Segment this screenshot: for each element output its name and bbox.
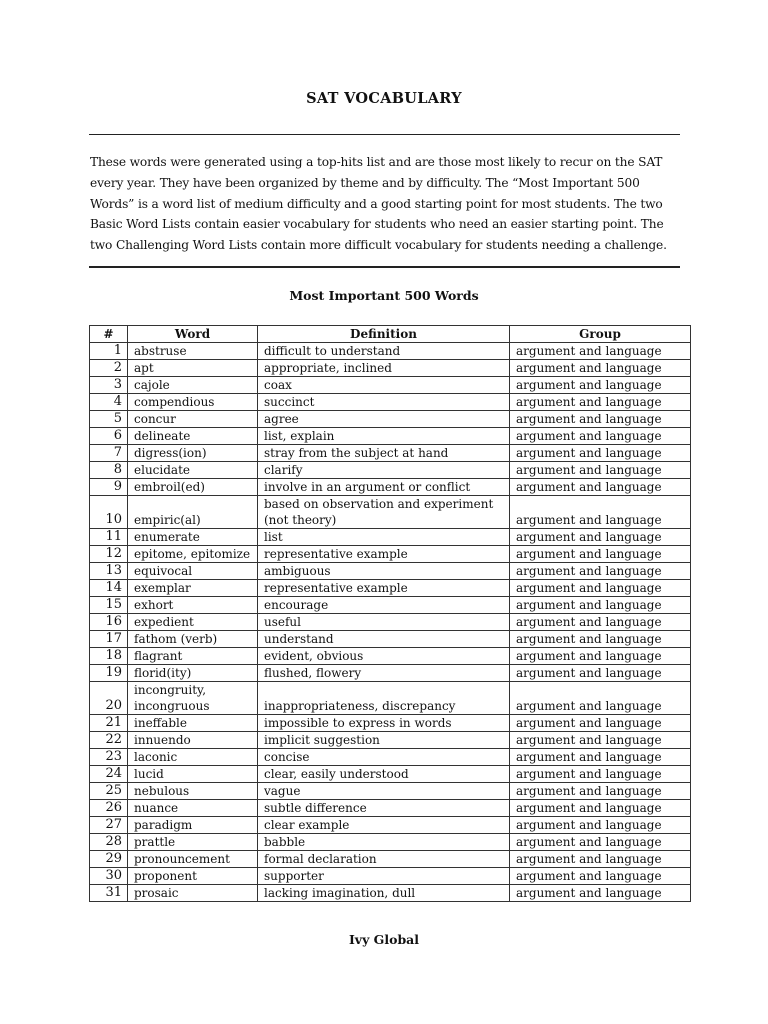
row-number: 12 xyxy=(90,546,128,563)
row-group: argument and language xyxy=(510,428,691,445)
section-divider xyxy=(89,266,680,268)
table-row xyxy=(90,885,691,902)
header-word: Word xyxy=(128,326,258,343)
row-definition: lacking imagination, dull xyxy=(258,885,510,902)
row-word: florid(ity) xyxy=(128,665,258,682)
row-group: argument and language xyxy=(510,868,691,885)
row-group: argument and language xyxy=(510,631,691,648)
row-word: delineate xyxy=(128,428,258,445)
row-definition: useful xyxy=(258,614,510,631)
row-number: 14 xyxy=(90,580,128,597)
row-definition: understand xyxy=(258,631,510,648)
row-definition: list xyxy=(258,529,510,546)
row-definition: evident, obvious xyxy=(258,648,510,665)
row-word: proponent xyxy=(128,868,258,885)
row-definition: supporter xyxy=(258,868,510,885)
table-row xyxy=(90,766,691,783)
table-row xyxy=(90,479,691,496)
row-definition: based on observation and experiment (not theory) xyxy=(258,496,510,529)
row-number: 2 xyxy=(90,360,128,377)
row-word: exhort xyxy=(128,597,258,614)
row-number: 26 xyxy=(90,800,128,817)
table-row xyxy=(90,732,691,749)
row-word: incongruity, incongruous xyxy=(128,682,258,715)
row-definition: involve in an argument or conflict xyxy=(258,479,510,496)
row-definition: difficult to understand xyxy=(258,343,510,360)
header-definition: Definition xyxy=(258,326,510,343)
row-word: abstruse xyxy=(128,343,258,360)
row-group: argument and language xyxy=(510,885,691,902)
table-row xyxy=(90,343,691,360)
row-definition: clear example xyxy=(258,817,510,834)
table-row xyxy=(90,614,691,631)
table-row xyxy=(90,868,691,885)
row-definition: babble xyxy=(258,834,510,851)
header-group: Group xyxy=(510,326,691,343)
row-number: 22 xyxy=(90,732,128,749)
row-definition: vague xyxy=(258,783,510,800)
row-word: exemplar xyxy=(128,580,258,597)
row-number: 19 xyxy=(90,665,128,682)
row-number: 18 xyxy=(90,648,128,665)
row-group: argument and language xyxy=(510,783,691,800)
row-group: argument and language xyxy=(510,817,691,834)
row-definition: appropriate, inclined xyxy=(258,360,510,377)
row-word: expedient xyxy=(128,614,258,631)
row-number: 1 xyxy=(90,343,128,360)
row-definition: clear, easily understood xyxy=(258,766,510,783)
row-definition: subtle difference xyxy=(258,800,510,817)
row-group: argument and language xyxy=(510,851,691,868)
row-group: argument and language xyxy=(510,682,691,715)
row-group: argument and language xyxy=(510,597,691,614)
row-definition: flushed, flowery xyxy=(258,665,510,682)
header-number: # xyxy=(90,326,128,343)
row-number: 15 xyxy=(90,597,128,614)
row-group: argument and language xyxy=(510,394,691,411)
row-number: 21 xyxy=(90,715,128,732)
row-definition: agree xyxy=(258,411,510,428)
row-word: fathom (verb) xyxy=(128,631,258,648)
table-row xyxy=(90,580,691,597)
table-row xyxy=(90,648,691,665)
row-number: 3 xyxy=(90,377,128,394)
row-group: argument and language xyxy=(510,732,691,749)
row-group: argument and language xyxy=(510,529,691,546)
row-group: argument and language xyxy=(510,665,691,682)
title-divider xyxy=(89,134,680,135)
table-row xyxy=(90,529,691,546)
row-number: 6 xyxy=(90,428,128,445)
row-group: argument and language xyxy=(510,360,691,377)
intro-paragraph: These words were generated using a top-hits list and are those most likely to recur on the SAT every year. They have been organized by theme and by difficulty. The “Most Important 500 Words” is a word list of medium difficulty and a good starting point for most students. The two Basic Word Lists contain easier vocabulary for students who need an easier starting point. The two Challenging Word Lists contain more difficult vocabulary for students needing a challenge. xyxy=(90,155,667,253)
table-row xyxy=(90,563,691,580)
row-group: argument and language xyxy=(510,377,691,394)
row-group: argument and language xyxy=(510,749,691,766)
row-definition: encourage xyxy=(258,597,510,614)
row-definition: implicit suggestion xyxy=(258,732,510,749)
row-word: lucid xyxy=(128,766,258,783)
row-group: argument and language xyxy=(510,800,691,817)
row-group: argument and language xyxy=(510,462,691,479)
row-word: apt xyxy=(128,360,258,377)
row-word: pronouncement xyxy=(128,851,258,868)
row-group: argument and language xyxy=(510,411,691,428)
table-row xyxy=(90,851,691,868)
row-definition: stray from the subject at hand xyxy=(258,445,510,462)
row-number: 10 xyxy=(90,496,128,529)
row-number: 31 xyxy=(90,885,128,902)
table-row xyxy=(90,597,691,614)
table-row xyxy=(90,682,691,715)
row-definition: clarify xyxy=(258,462,510,479)
row-word: laconic xyxy=(128,749,258,766)
row-word: empiric(al) xyxy=(128,496,258,529)
row-number: 13 xyxy=(90,563,128,580)
row-number: 24 xyxy=(90,766,128,783)
row-definition: coax xyxy=(258,377,510,394)
table-row xyxy=(90,394,691,411)
table-row xyxy=(90,360,691,377)
row-group: argument and language xyxy=(510,580,691,597)
table-row xyxy=(90,496,691,529)
row-definition: list, explain xyxy=(258,428,510,445)
row-definition: formal declaration xyxy=(258,851,510,868)
row-group: argument and language xyxy=(510,614,691,631)
row-group: argument and language xyxy=(510,648,691,665)
row-group: argument and language xyxy=(510,563,691,580)
row-word: equivocal xyxy=(128,563,258,580)
row-number: 25 xyxy=(90,783,128,800)
table-row xyxy=(90,715,691,732)
row-word: paradigm xyxy=(128,817,258,834)
row-word: flagrant xyxy=(128,648,258,665)
row-number: 5 xyxy=(90,411,128,428)
row-group: argument and language xyxy=(510,766,691,783)
table-row xyxy=(90,631,691,648)
row-word: concur xyxy=(128,411,258,428)
row-definition: concise xyxy=(258,749,510,766)
table-row xyxy=(90,665,691,682)
row-word: epitome, epitomize xyxy=(128,546,258,563)
row-group: argument and language xyxy=(510,546,691,563)
row-word: enumerate xyxy=(128,529,258,546)
table-row xyxy=(90,377,691,394)
row-group: argument and language xyxy=(510,479,691,496)
row-number: 4 xyxy=(90,394,128,411)
row-number: 8 xyxy=(90,462,128,479)
table-row xyxy=(90,817,691,834)
row-word: prosaic xyxy=(128,885,258,902)
row-group: argument and language xyxy=(510,834,691,851)
row-definition: impossible to express in words xyxy=(258,715,510,732)
row-number: 11 xyxy=(90,529,128,546)
row-word: prattle xyxy=(128,834,258,851)
table-row xyxy=(90,428,691,445)
table-title: Most Important 500 Words xyxy=(289,288,479,303)
table-row xyxy=(90,834,691,851)
row-number: 17 xyxy=(90,631,128,648)
table-row xyxy=(90,749,691,766)
table-body xyxy=(90,343,691,902)
table-row xyxy=(90,411,691,428)
row-number: 27 xyxy=(90,817,128,834)
row-word: digress(ion) xyxy=(128,445,258,462)
row-group: argument and language xyxy=(510,715,691,732)
row-group: argument and language xyxy=(510,496,691,529)
table-header-row xyxy=(90,326,691,343)
footer-brand: Ivy Global xyxy=(348,932,420,947)
row-definition: ambiguous xyxy=(258,563,510,580)
row-number: 28 xyxy=(90,834,128,851)
row-word: compendious xyxy=(128,394,258,411)
row-definition: inappropriateness, discrepancy xyxy=(258,682,510,715)
table-row xyxy=(90,800,691,817)
row-group: argument and language xyxy=(510,343,691,360)
row-number: 16 xyxy=(90,614,128,631)
row-number: 7 xyxy=(90,445,128,462)
row-word: embroil(ed) xyxy=(128,479,258,496)
row-group: argument and language xyxy=(510,445,691,462)
table-row xyxy=(90,445,691,462)
row-word: nebulous xyxy=(128,783,258,800)
table-row xyxy=(90,462,691,479)
table-row xyxy=(90,546,691,563)
row-number: 23 xyxy=(90,749,128,766)
table-row xyxy=(90,783,691,800)
row-word: ineffable xyxy=(128,715,258,732)
row-definition: succinct xyxy=(258,394,510,411)
row-number: 30 xyxy=(90,868,128,885)
row-number: 9 xyxy=(90,479,128,496)
row-word: cajole xyxy=(128,377,258,394)
vocabulary-table xyxy=(89,325,691,902)
row-word: innuendo xyxy=(128,732,258,749)
row-word: nuance xyxy=(128,800,258,817)
page-title: SAT VOCABULARY xyxy=(306,90,462,107)
row-definition: representative example xyxy=(258,580,510,597)
row-definition: representative example xyxy=(258,546,510,563)
row-word: elucidate xyxy=(128,462,258,479)
row-number: 29 xyxy=(90,851,128,868)
row-number: 20 xyxy=(90,682,128,715)
